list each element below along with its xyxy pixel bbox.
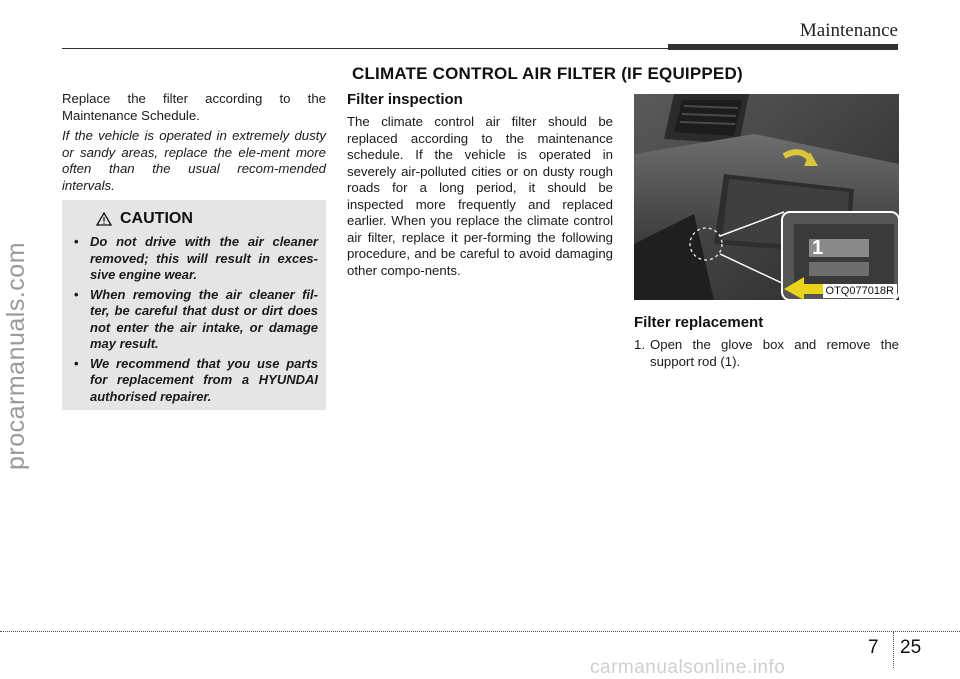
page-number-separator (893, 632, 894, 668)
glove-box-photo (634, 94, 899, 300)
side-watermark (2, 241, 42, 510)
bottom-watermark: carmanualsonline.info (590, 657, 786, 678)
glove-box-illustration (634, 94, 899, 300)
page-number: 25 (900, 637, 922, 658)
header-rule-thick (668, 44, 898, 50)
middle-column (347, 91, 613, 279)
figure-callout-number: 1 (812, 237, 824, 259)
caution-item: • Do not drive with the air cleaner removed; this will result in exces-sive engine wear. (72, 234, 318, 284)
running-header-title: Maintenance (799, 20, 898, 41)
caution-box (62, 200, 326, 410)
right-column (634, 94, 899, 370)
step-number: 1. (634, 337, 645, 352)
caution-title: CAUTION (120, 210, 193, 227)
warning-triangle-icon (96, 212, 112, 226)
caution-item: • When removing the air cleaner fil-ter, be careful that dust or dirt does not enter the air intake, or damage may result. (72, 287, 318, 353)
italic-note: If the vehicle is operated in extremely dusty or sandy areas, replace the ele-ment more often than the usual recom-mended intervals. (62, 128, 326, 193)
filter-inspection-body: The climate control air filter should be replaced according to the maintenance schedule. If the vehicle is operated in severely air-polluted cities or on dusty rough roads for a long period, it should be inspected more frequently and replaced earlier. When you replace the climate control air filter, replace it per-forming the following procedure, and be careful to avoid damaging other compo-nents. (347, 114, 613, 278)
chapter-number: 7 (868, 637, 879, 658)
side-watermark-text: procarmanuals.com (2, 241, 30, 470)
section-title: CLIMATE CONTROL AIR FILTER (IF EQUIPPED) (352, 64, 743, 83)
caution-header (96, 210, 318, 228)
left-column (62, 91, 326, 194)
replacement-section (634, 314, 899, 370)
intro-paragraph: Replace the filter according to the Maintenance Schedule. (62, 91, 326, 123)
figure-code: OTQ077018R (823, 284, 897, 298)
step-text: Open the glove box and remove the support rod (1). (650, 337, 899, 369)
caution-list (72, 234, 318, 405)
footer-rule (0, 631, 960, 632)
filter-inspection-heading: Filter inspection (347, 91, 463, 108)
step-item (634, 337, 899, 370)
filter-replacement-heading: Filter replacement (634, 314, 764, 331)
header-rule-thin (62, 48, 672, 49)
caution-item: • We recommend that you use parts for replacement from a HYUNDAI authorised repairer. (72, 356, 318, 406)
